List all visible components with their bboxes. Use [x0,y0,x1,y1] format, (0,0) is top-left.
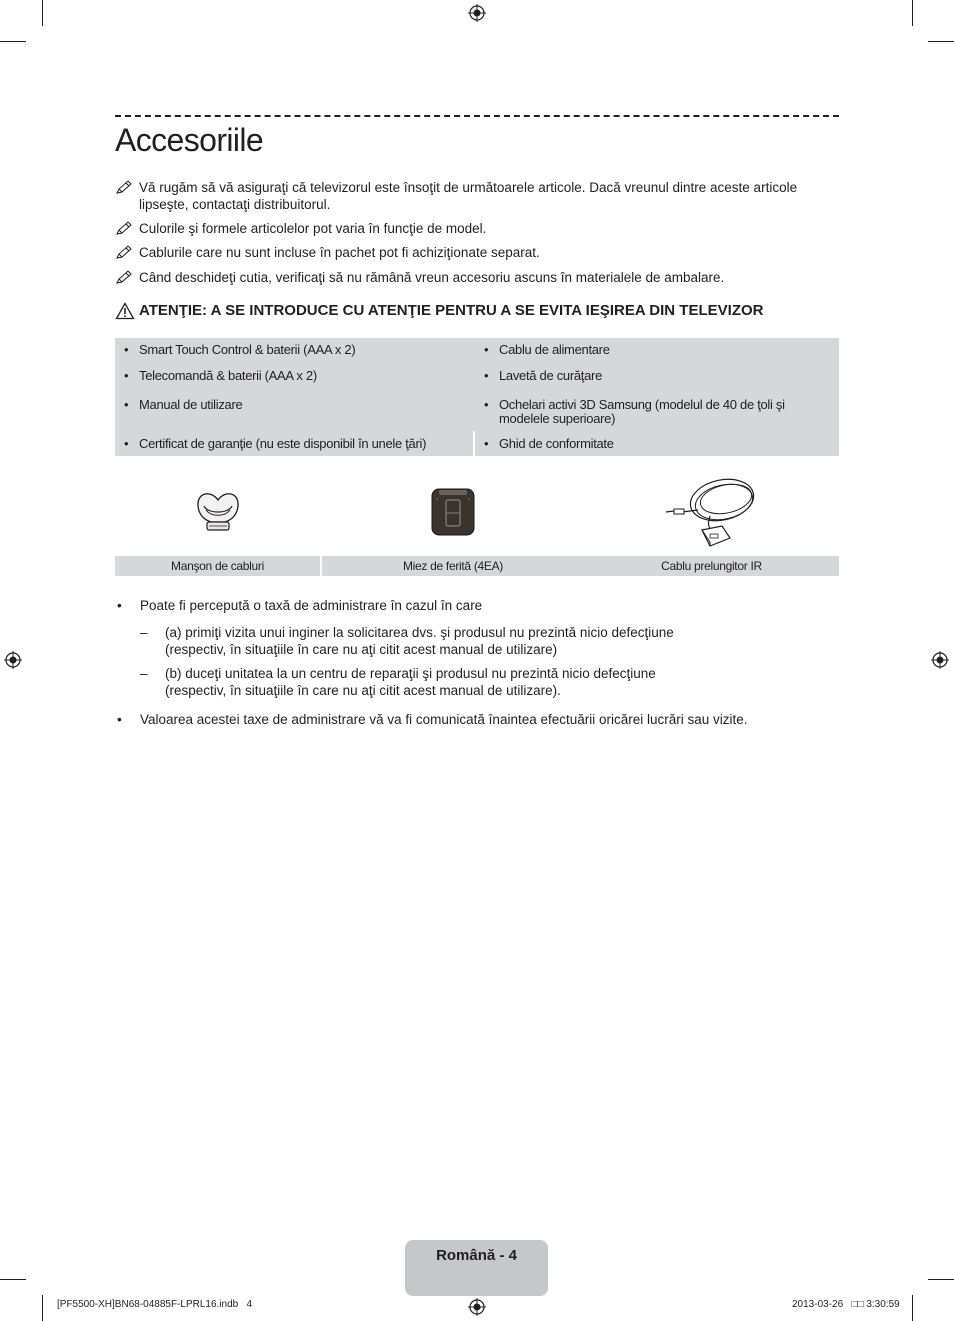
list-item-label: Telecomandă & baterii (AAA x 2) [139,368,317,383]
list-item: • Valoarea acestei taxe de administrare vă va fi comunicată înaintea efectuării oricărei lucrări sau vizite. [117,711,839,728]
crop-mark [912,0,913,26]
registration-mark-icon [468,1298,486,1316]
list-item: • Smart Touch Control & baterii (AAA x 2) [124,343,464,357]
accessories-table [115,338,839,456]
page-title: Accesoriile [115,122,264,158]
fee-text: (respectiv, în situaţiile în care nu aţi citit acest manual de utilizare) [165,642,558,657]
note-item [115,269,839,286]
registration-mark-icon [4,651,22,669]
crop-mark [42,0,43,26]
fee-text: Poate fi percepută o taxă de administrare în cazul în care [140,598,483,613]
pencil-note-icon [115,220,133,237]
list-item-label: Certificat de garanţie (nu este disponibil în unele ţări) [139,436,427,451]
page-number: Română - 4 [436,1247,517,1264]
footer-file-info: [PF5500-XH]BN68-04885F-LPRL16.indb 4 [57,1299,253,1310]
ferrite-core-icon [431,487,475,537]
crop-mark [0,1279,26,1280]
fee-text: Valoarea acestei taxe de administrare vă va fi comunicată înaintea efectuării oricărei lucrări sau vizite. [140,712,748,727]
list-item: • Certificat de garanţie (nu este disponibil în unele ţări) [124,437,464,451]
page-number-tab [405,1240,548,1296]
pencil-note-icon [115,179,133,196]
footer-timestamp: 2013-03-26 □□ 3:30:59 [792,1299,900,1310]
crop-mark [0,41,26,42]
note-item [115,179,839,213]
table-divider [473,431,475,456]
fee-text: (respectiv, în situaţiile în care nu aţi citit acest manual de utilizare). [165,683,561,698]
list-item: • Lavetă de curăţare [484,369,834,383]
pencil-note-icon [115,244,133,261]
list-item: – (b) duceţi unitatea la un centru de reparaţii şi produsul nu prezintă nicio defecţiune (respectiv, în situaţiile în care nu aţi citit acest manual de utilizare). [140,665,839,699]
ir-extender-cable-icon [664,472,760,550]
note-item [115,220,839,237]
crop-mark [42,1295,43,1321]
note-item [115,244,839,261]
note-text: Vă rugăm să vă asiguraţi că televizorul este însoţit de următoarele articole. Dacă vreunul dintre aceste articole lipseşte, contactaţi distribuitorul. [139,180,798,212]
list-item: – (a) primiţi vizita unui inginer la solicitarea dvs. şi produsul nu prezintă nicio defecţiune (respectiv, în situaţiile în care nu aţi citit acest manual de utilizare) [140,624,839,658]
section-rule [115,115,839,117]
image-caption: Miez de ferită (4EA) [402,559,504,573]
registration-mark-icon [468,4,486,22]
warning-triangle-icon [115,302,135,320]
image-caption-strip [115,556,839,576]
registration-mark-icon [931,651,949,669]
fee-text: (a) primiţi vizita unui inginer la solicitarea dvs. şi produsul nu prezintă nicio defecţiune [165,625,674,640]
crop-mark [928,41,954,42]
list-item: • Ochelari activi 3D Samsung (modelul de 40 de ţoli şi modelele superioare) [484,398,834,426]
list-item: • Telecomandă & baterii (AAA x 2) [124,369,464,383]
list-item-label: Ghid de conformitate [499,436,614,451]
note-text: Culorile şi formele articolelor pot varia în funcţie de model. [139,221,487,236]
warning-text: ATENŢIE: A SE INTRODUCE CU ATENŢIE PENTRU A SE EVITA IEŞIREA DIN TELEVIZOR [139,302,764,319]
crop-mark [928,1279,954,1280]
list-item-label: Manual de utilizare [139,397,243,412]
pencil-note-icon [115,269,133,286]
list-item-label: Ochelari activi 3D Samsung (modelul de 40 de ţoli şi modelele superioare) [499,397,785,426]
list-item: • Ghid de conformitate [484,437,834,451]
list-item: • Cablu de alimentare [484,343,834,357]
image-caption: Manşon de cabluri [171,559,264,573]
list-item-label: Cablu de alimentare [499,342,610,357]
list-item-label: Smart Touch Control & baterii (AAA x 2) [139,342,356,357]
note-text: Cablurile care nu sunt incluse în pachet pot fi achiziţionate separat. [139,245,540,260]
list-item-label: Lavetă de curăţare [499,368,603,383]
cable-holder-icon [193,488,243,536]
warning-heading [115,302,839,319]
crop-mark [912,1295,913,1321]
image-caption: Cablu prelungitor IR [661,559,762,573]
list-item: • Poate fi percepută o taxă de administrare în cazul în care [117,597,839,614]
note-text: Când deschideţi cutia, verificaţi să nu rămână vreun accesoriu ascuns în materialele de ambalare. [139,270,725,285]
list-item: • Manual de utilizare [124,398,464,412]
fee-text: (b) duceţi unitatea la un centru de reparaţii şi produsul nu prezintă nicio defecţiune [165,666,656,681]
